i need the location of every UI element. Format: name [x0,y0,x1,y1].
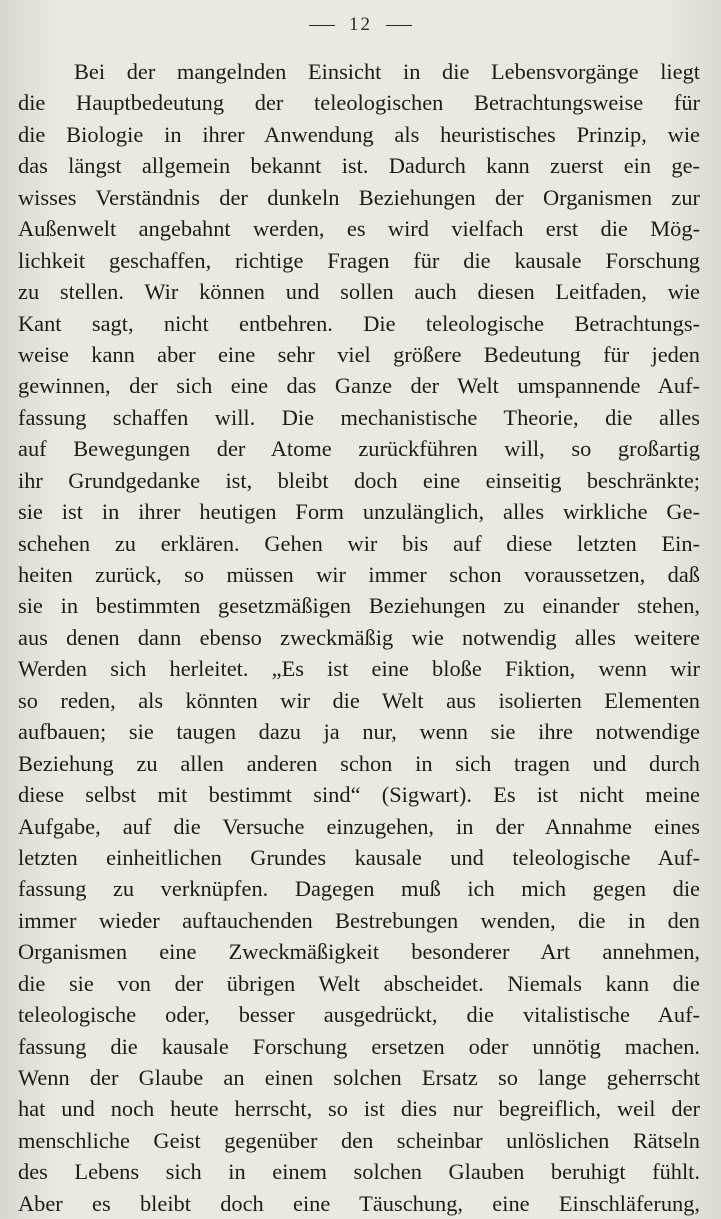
text-line: fassung die kausale Forschung ersetzen oder unnötig machen. [18,1033,700,1059]
page-header [0,14,721,36]
text-line: Werden sich herleitet. „Es ist eine bloße Fiktion, wenn wir [18,656,700,682]
text-line: sie in bestimmten gesetzmäßigen Beziehungen zu einander stehen, [18,593,700,619]
text-line: Aufgabe, auf die Versuche einzugehen, in der Annahme eines [18,813,700,839]
text-line: Beziehung zu allen anderen schon in sich tragen und durch [18,750,700,776]
text-line: die Hauptbedeutung der teleologischen Betrachtungsweise für [18,90,700,116]
text-line: hat und noch heute herrscht, so ist dies nur begreiflich, weil der [18,1096,700,1122]
body-paragraph [18,56,700,1219]
text-line: Kant sagt, nicht entbehren. Die teleologische Betrachtungs- [18,310,700,336]
text-line: ihr Grundgedanke ist, bleibt doch eine einseitig beschränkte; [18,467,700,493]
text-line: sie ist in ihrer heutigen Form unzulänglich, alles wirkliche Ge- [18,499,700,525]
text-line: heiten zurück, so müssen wir immer schon voraussetzen, daß [18,562,700,587]
text-line: fassung zu verknüpfen. Dagegen muß ich mich gegen die [18,876,700,902]
text-line: Bei der mangelnden Einsicht in die Lebensvorgänge liegt [74,59,700,84]
text-line: zu stellen. Wir können und sollen auch diesen Leitfaden, wie [18,279,700,305]
text-line: auf Bewegungen der Atome zurückführen will, so großartig [18,436,700,462]
header-dash-right [386,25,412,26]
text-line: letzten einheitlichen Grundes kausale und teleologische Auf- [18,844,700,870]
text-line: des Lebens sich in einem solchen Glauben beruhigt fühlt. [18,1159,700,1185]
text-line: die Biologie in ihrer Anwendung als heuristisches Prinzip, wie [18,121,700,147]
text-line: immer wieder auftauchenden Bestrebungen wenden, die in den [18,907,700,933]
text-line: menschliche Geist gegenüber den scheinbar unlöslichen Rätseln [18,1127,700,1153]
text-line: teleologische oder, besser ausgedrückt, die vitalistische Auf- [18,1002,700,1028]
text-line: das längst allgemein bekannt ist. Dadurch kann zuerst ein ge- [18,153,700,179]
header-dash-left [309,25,335,26]
text-line: wisses Verständnis der dunkeln Beziehungen der Organismen zur [18,184,700,210]
text-line: gewinnen, der sich eine das Ganze der Welt umspannende Auf- [18,373,700,399]
text-line: so reden, als könnten wir die Welt aus isolierten Elementen [18,687,700,713]
text-line: aufbauen; sie taugen dazu ja nur, wenn sie ihre notwendige [18,719,700,745]
text-line: Aber es bleibt doch eine Täuschung, eine Einschläferung, [18,1190,700,1216]
text-line: Wenn der Glaube an einen solchen Ersatz so lange geherrscht [18,1065,700,1090]
text-line: die sie von der übrigen Welt abscheidet. Niemals kann die [18,970,700,996]
page-number: 12 [349,14,372,35]
text-line: schehen zu erklären. Gehen wir bis auf diese letzten Ein- [18,530,700,556]
text-line: weise kann aber eine sehr viel größere Bedeutung für jeden [18,341,700,367]
text-line: lichkeit geschaffen, richtige Fragen für die kausale Forschung [18,247,700,273]
text-line: Organismen eine Zweckmäßigkeit besonderer Art annehmen, [18,939,700,965]
text-line: fassung schaffen will. Die mechanistische Theorie, die alles [18,404,700,430]
text-line: diese selbst mit bestimmt sind“ (Sigwart). Es ist nicht meine [18,782,700,808]
text-line: Außenwelt angebahnt werden, es wird vielfach erst die Mög- [18,216,700,242]
text-line: aus denen dann ebenso zweckmäßig wie notwendig alles weitere [18,624,700,650]
